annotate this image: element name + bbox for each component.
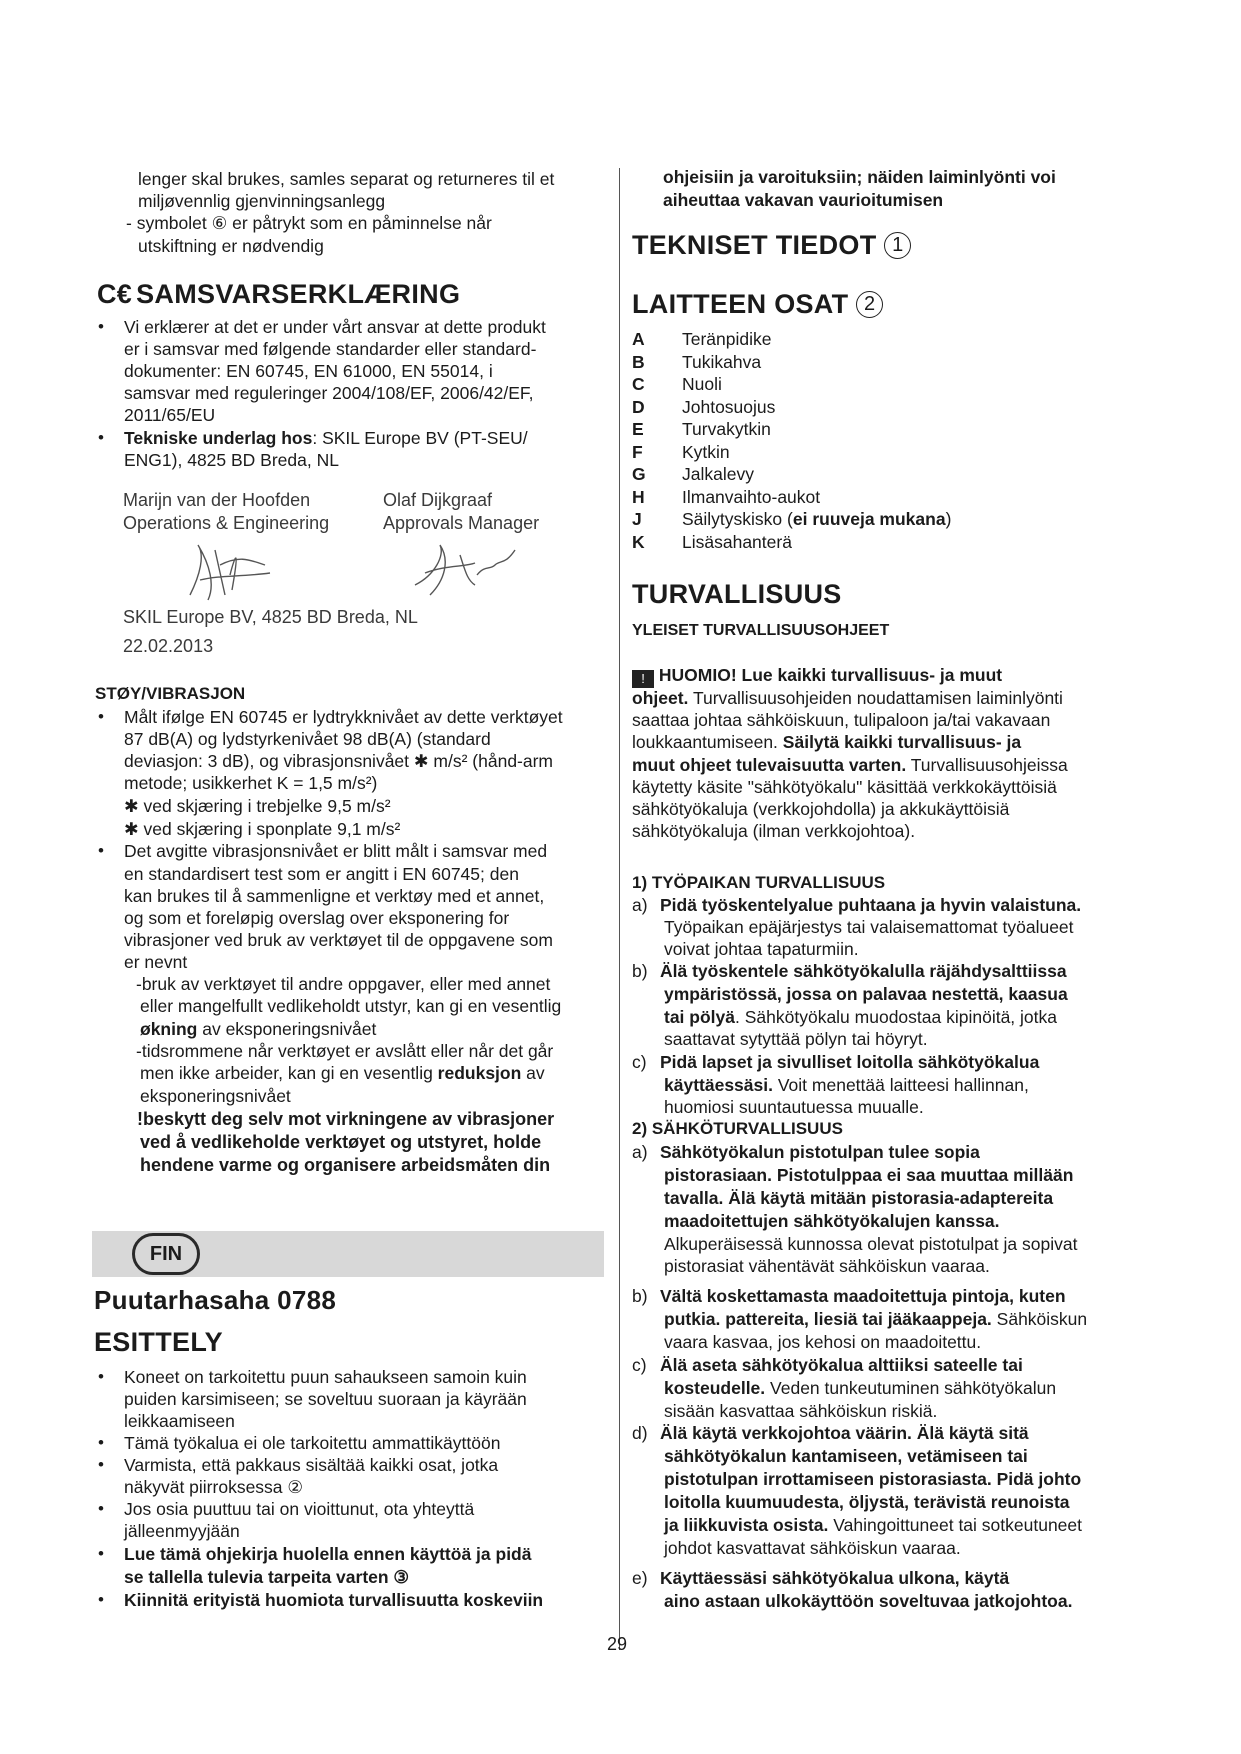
part-item — [632, 418, 771, 440]
vib-sub2-end: av — [521, 1063, 545, 1083]
turvallisuus-heading: TURVALLISUUS — [632, 579, 842, 609]
part-label: Kytkin — [682, 441, 730, 462]
part-label: Ilmanvaihto-aukot — [682, 486, 821, 507]
tekniset-heading — [632, 230, 911, 261]
s2a-bold: pistorasiaan. Pistotulppaa ei saa muuttaa millään — [664, 1165, 1074, 1185]
intro-line: miljøvennlig gjenvinningsanlegg — [138, 191, 386, 211]
vib-sub-end: av eksponeringsnivået — [197, 1019, 377, 1039]
warning-bold: ohjeet. — [632, 688, 689, 708]
esittely-line: Koneet on tarkoitettu puun sahaukseen samoin kuin — [124, 1367, 527, 1387]
vib-line: er nevnt — [124, 952, 188, 972]
part-note-end: ) — [945, 509, 952, 529]
top-bold-line: aiheuttaa vakavan vaurioitumisen — [663, 190, 944, 210]
part-item — [632, 463, 754, 485]
intro-line: lenger skal brukes, samles separat og returneres til et — [138, 169, 555, 189]
ce-docs-value: : SKIL Europe BV (PT-SEU/ — [312, 428, 528, 448]
vib-sub-line — [140, 1062, 545, 1084]
part-item — [632, 373, 722, 395]
warning-line: sähkötyökaluja (verkkojohdolla) ja akkukäyttöisiä — [632, 799, 1010, 819]
part-label: Tukikahva — [682, 351, 762, 372]
s1b-bold-part: tai pölyä — [664, 1007, 735, 1027]
part-label: Nuoli — [682, 374, 722, 394]
part-item — [632, 486, 820, 508]
bullet-dot: • — [98, 1544, 104, 1563]
part-item — [632, 328, 772, 350]
vib-sub-line: -tidsrommene når verktøyet er avslått eller når det går — [136, 1041, 554, 1061]
s2d-bold: loitolla kuumuudesta, öljystä, terävistä reunoista — [664, 1492, 1070, 1512]
part-item — [632, 351, 761, 373]
item-label: c) — [632, 1052, 647, 1072]
warning-bold: Säilytä kaikki turvallisuus- ja — [782, 732, 1022, 752]
s2b-line — [664, 1308, 1087, 1330]
part-letter: K — [632, 531, 645, 552]
part-label: Jalkalevy — [682, 464, 754, 484]
s2b-bold-part: putkia. pattereita, liesiä tai jääkaappeja. — [664, 1309, 992, 1329]
s2c-text: Veden tunkeutuminen sähkötyökalun — [765, 1378, 1057, 1398]
section-1-heading: 1) TYÖPAIKAN TURVALLISUUS — [632, 873, 886, 892]
s1b-text: . Sähkötyökalu muodostaa kipinöitä, jotka — [735, 1007, 1057, 1027]
warning-text: Turvallisuusohjeiden noudattamisen laiminlyönti — [688, 688, 1063, 708]
vib-sub2-start: men ikke arbeider, kan gi en vesentlig — [140, 1063, 438, 1083]
signer2-name: Olaf Dijkgraaf — [383, 490, 493, 510]
warning-line — [632, 687, 1063, 709]
warning-title: HUOMIO! Lue kaikki turvallisuus- ja muut — [658, 665, 1003, 685]
ce-docs-label: Tekniske underlag hos — [124, 428, 313, 448]
s2c-bold: Älä aseta sähkötyökalua alttiiksi sateelle tai — [660, 1355, 1023, 1375]
part-letter: E — [632, 419, 644, 439]
vib-warning-line: hendene varme og organisere arbeidsmåten din — [140, 1155, 551, 1175]
esittely-line: puiden karsimiseen; se soveltuu suoraan ja käyrään — [124, 1389, 527, 1409]
vib-sub-line: eksponeringsnivået — [140, 1086, 291, 1106]
vib-sub-line: eller mangelfullt vedlikeholdt utstyr, kan gi en vesentlig — [140, 996, 562, 1016]
esittely-line: leikkaamiseen — [124, 1411, 235, 1431]
part-letter: D — [632, 396, 645, 417]
part-letter: G — [632, 464, 646, 484]
esittely-line: jälleenmyyjään — [124, 1521, 240, 1541]
vib-increase: økning — [140, 1019, 198, 1039]
esittely-line: Varmista, että pakkaus sisältää kaikki osat, jotka — [124, 1455, 499, 1475]
s2a-line: Alkuperäisessä kunnossa olevat pistotulpat ja sopivat — [664, 1234, 1078, 1254]
esittely-heading: ESITTELY — [94, 1327, 223, 1357]
ce-text-line: 2011/65/EU — [124, 405, 216, 425]
warning-line: sähkötyökaluja (ilman verkkojohtoa). — [632, 821, 916, 841]
s2e-bold: Käyttäessäsi sähkötyökalua ulkona, käytä — [660, 1568, 1010, 1588]
part-item — [632, 396, 775, 418]
s2d-line: johdot kasvattavat sähköiskun vaaraa. — [664, 1538, 961, 1558]
vib-line: kan brukes til å sammenligne et verktøy med et annet, — [124, 886, 545, 906]
noise-line: metode; usikkerhet K = 1,5 m/s²) — [124, 773, 378, 793]
figure-ref-icon: 1 — [884, 232, 911, 259]
item-label: b) — [632, 961, 648, 981]
s2c-line: sisään kasvattaa sähköiskun riskiä. — [664, 1401, 938, 1421]
section-2-heading: 2) SÄHKÖTURVALLISUUS — [632, 1119, 843, 1138]
vib-warning-line: ved å vedlikeholde verktøyet og utstyret, holde — [140, 1132, 542, 1152]
bullet-dot: • — [98, 1499, 104, 1518]
s2b-text: Sähköiskun — [991, 1309, 1088, 1329]
noise-line: ✱ ved skjæring i trebjelke 9,5 m/s² — [124, 796, 391, 816]
s1b-line: saattavat sytyttää pölyn tai höyryt. — [664, 1029, 928, 1049]
part-letter: B — [632, 351, 645, 372]
bullet-dot: • — [98, 1367, 104, 1386]
item-label: b) — [632, 1286, 648, 1306]
warning-bold: muut ohjeet tulevaisuutta varten. — [632, 755, 907, 775]
s1c-text: Voit menettää laitteesi hallinnan, — [772, 1075, 1029, 1095]
noise-line: 87 dB(A) og lydstyrkenivået 98 dB(A) (standard — [124, 729, 491, 749]
intro-line: - symbolet ⑥ er påtrykt som en påminnelse når — [126, 213, 492, 233]
tekniset-heading-text: TEKNISET TIEDOT — [632, 230, 877, 260]
esittely-line-bold: Kiinnitä erityistä huomiota turvallisuutta koskeviin — [124, 1590, 544, 1610]
figure-ref-icon: 2 — [856, 291, 883, 318]
warning-text: loukkaantumiseen. — [632, 732, 783, 752]
s2e-bold: aino astaan ulkokäyttöön soveltuvaa jatkojohtoa. — [664, 1591, 1073, 1611]
warning-line: saattaa johtaa sähköiskuun, tulipaloon ja/tai vakavaan — [632, 710, 1051, 730]
item-label: e) — [632, 1568, 648, 1588]
esittely-line-bold: se tallella tulevia tarpeita varten ③ — [124, 1567, 410, 1587]
page-number: 29 — [607, 1634, 628, 1654]
part-letter: F — [632, 441, 643, 462]
intro-line: utskiftning er nødvendig — [138, 236, 324, 256]
ce-heading-text: SAMSVARSERKLÆRING — [136, 279, 461, 309]
item-label: a) — [632, 1142, 648, 1162]
esittely-line-bold: Lue tämä ohjekirja huolella ennen käyttöä ja pidä — [124, 1544, 532, 1564]
warning-line — [632, 731, 1021, 753]
s2b-bold: Vältä koskettamasta maadoitettuja pintoja, kuten — [660, 1286, 1066, 1306]
warning-icon: ! — [632, 670, 654, 688]
s1c-line: huomiosi suuntautuessa muualle. — [664, 1097, 924, 1117]
s1b-bold: ympäristössä, jossa on palavaa nestettä, kaasua — [664, 984, 1068, 1004]
part-letter: A — [632, 329, 645, 349]
vib-line: en standardisert test som er angitt i EN 60745; den — [124, 864, 519, 884]
signer1-name: Marijn van der Hoofden — [123, 490, 311, 510]
s2d-bold: pistotulpan irrottamiseen pistorasiasta. Pidä johto — [664, 1469, 1082, 1489]
vib-line: vibrasjoner ved bruk av verktøyet til de oppgavene som — [124, 930, 553, 950]
ce-text-line: samsvar med reguleringer 2004/108/EF, 2006/42/EF, — [124, 383, 534, 403]
vib-sub-line: -bruk av verktøyet til andre oppgaver, eller med annet — [136, 974, 551, 994]
part-label: Säilytyskisko ( — [682, 509, 793, 529]
warning-line: käytetty käsite "sähkötyökalu" käsittää verkkokäyttöisiä — [632, 777, 1057, 797]
s1b-bold: Älä työskentele sähkötyökalulla räjähdysalttiissa — [660, 961, 1067, 981]
s2c-bold-part: kosteudelle. — [664, 1378, 766, 1398]
product-title: Puutarhasaha 0788 — [94, 1285, 337, 1315]
item-label: c) — [632, 1355, 647, 1375]
part-label: Teränpidike — [682, 329, 772, 349]
vib-reduction: reduksjon — [437, 1063, 522, 1083]
column-divider — [619, 168, 620, 1650]
s2d-bold: sähkötyökalun kantamiseen, vetämiseen tai — [664, 1446, 1028, 1466]
ce-mark: C€ — [97, 279, 133, 309]
vib-sub-line — [140, 1018, 376, 1040]
s1a-line: voivat johtaa tapaturmiin. — [664, 939, 859, 959]
bullet-dot: • — [98, 428, 104, 447]
vib-warning-line: !beskytt deg selv mot virkningene av vibrasjoner — [137, 1109, 555, 1129]
osat-heading — [632, 289, 883, 320]
noise-line: Målt ifølge EN 60745 er lydtrykknivået av dette verktøyet — [124, 707, 563, 727]
s1c-line — [664, 1074, 1029, 1096]
bullet-dot: • — [98, 317, 104, 336]
ce-docs-line — [124, 427, 528, 449]
yleiset-heading: YLEISET TURVALLISUUSOHJEET — [632, 622, 890, 639]
bullet-dot: • — [98, 1433, 104, 1452]
warning-text: Turvallisuusohjeissa — [906, 755, 1068, 775]
item-label: d) — [632, 1423, 648, 1443]
part-label: Johtosuojus — [682, 396, 776, 417]
ce-text-line: er i samsvar med følgende standarder eller standard- — [124, 339, 537, 359]
part-letter: J — [632, 509, 642, 529]
language-badge: FIN — [132, 1233, 200, 1275]
esittely-line: Tämä työkalua ei ole tarkoitettu ammattikäyttöön — [124, 1433, 501, 1453]
vib-line: Det avgitte vibrasjonsnivået er blitt målt i samsvar med — [124, 841, 548, 861]
signature-date: 22.02.2013 — [123, 636, 214, 656]
vib-line: og som et foreløpig overslag over eksponering for — [124, 908, 510, 928]
top-bold-line: ohjeisiin ja varoituksiin; näiden laiminlyönti voi — [663, 167, 1056, 187]
s2d-line — [664, 1514, 1082, 1536]
s2d-bold-part: ja liikkuvista osista. — [664, 1515, 829, 1535]
company-line: SKIL Europe BV, 4825 BD Breda, NL — [123, 607, 418, 627]
warning-line — [632, 754, 1068, 776]
s2a-bold: maadoitettujen sähkötyökalujen kanssa. — [664, 1211, 1000, 1231]
s1a-line: Työpaikan epäjärjestys tai valaisemattomat työalueet — [664, 917, 1074, 937]
warning-line — [632, 664, 1002, 688]
part-note-bold: ei ruuveja mukana — [792, 509, 946, 529]
noise-line: ✱ ved skjæring i sponplate 9,1 m/s² — [124, 819, 401, 839]
noise-heading: STØY/VIBRASJON — [95, 684, 246, 703]
bullet-dot: • — [98, 1590, 104, 1609]
part-item — [632, 531, 792, 553]
part-label: Turvakytkin — [682, 419, 771, 439]
part-letter: H — [632, 486, 645, 507]
s1c-bold: Pidä lapset ja sivulliset loitolla sähkötyökalua — [660, 1052, 1040, 1072]
ce-heading — [97, 279, 460, 310]
s2a-bold: Sähkötyökalun pistotulpan tulee sopia — [660, 1142, 980, 1162]
s1c-bold-part: käyttäessäsi. — [664, 1075, 773, 1095]
part-item — [632, 508, 951, 530]
ce-docs-line2: ENG1), 4825 BD Breda, NL — [124, 450, 339, 470]
part-label: Lisäsahanterä — [682, 531, 792, 552]
signer2-title: Approvals Manager — [383, 513, 540, 533]
noise-line: deviasjon: 3 dB), og vibrasjonsnivået ✱ m/s² (hånd-arm — [124, 751, 554, 771]
s1a-bold: Pidä työskentelyalue puhtaana ja hyvin valaistuna. — [660, 895, 1082, 915]
s2d-text: Vahingoittuneet tai sotkeutuneet — [828, 1515, 1083, 1535]
s2d-bold: Älä käytä verkkojohtoa väärin. Älä käytä sitä — [660, 1423, 1029, 1443]
osat-heading-text: LAITTEEN OSAT — [632, 289, 849, 319]
part-item — [632, 441, 730, 463]
signature-1 — [170, 535, 280, 610]
s2a-line: pistorasiat vähentävät sähköiskun vaaraa. — [664, 1256, 990, 1276]
signer1-title: Operations & Engineering — [123, 513, 330, 533]
part-letter: C — [632, 374, 645, 394]
bullet-dot: • — [98, 1455, 104, 1474]
item-label: a) — [632, 895, 648, 915]
signature-2 — [405, 535, 525, 605]
ce-text-line: dokumenter: EN 60745, EN 61000, EN 55014, i — [124, 361, 493, 381]
bullet-dot: • — [98, 841, 104, 860]
s2a-bold: tavalla. Älä käytä mitään pistorasia-adaptereita — [664, 1188, 1054, 1208]
s2c-line — [664, 1377, 1056, 1399]
s1b-line — [664, 1006, 1057, 1028]
bullet-dot: • — [98, 707, 104, 726]
ce-text-line: Vi erklærer at det er under vårt ansvar at dette produkt — [124, 317, 546, 337]
esittely-line: näkyvät piirroksessa ② — [124, 1477, 304, 1497]
s2b-line: vaara kasvaa, jos kehosi on maadoitettu. — [664, 1332, 982, 1352]
esittely-line: Jos osia puuttuu tai on vioittunut, ota yhteyttä — [124, 1499, 475, 1519]
